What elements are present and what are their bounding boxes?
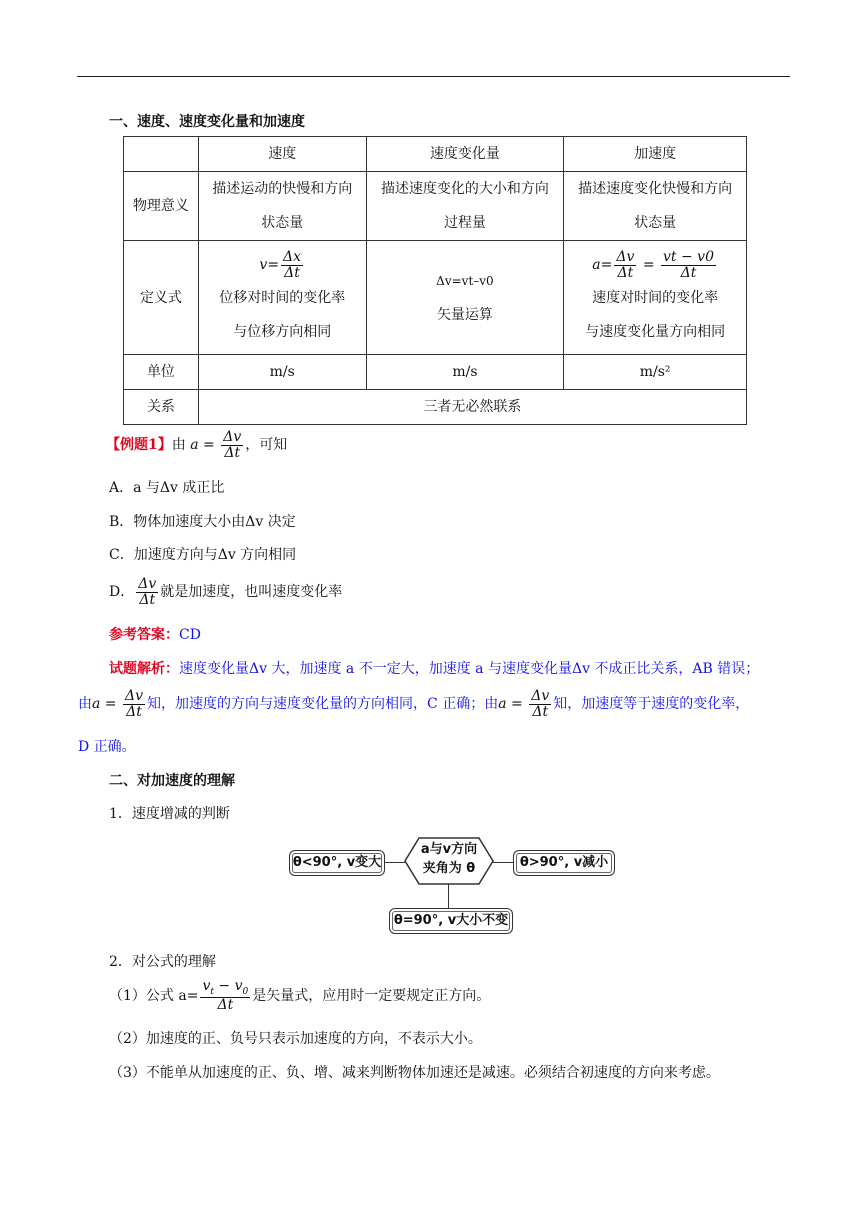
item-2: （2）加速度的正、负号只表示加速度的方向，不表示大小。 <box>109 1031 482 1047</box>
row-label-unit: 单位 <box>124 355 199 390</box>
box-less-than-90: θ<90°, v变大 <box>289 850 385 876</box>
cell-def-dv: Δv=vt–v0 矢量运算 <box>366 241 564 355</box>
table-corner <box>124 137 199 172</box>
option-c: C．加速度方向与Δv 方向相同 <box>109 547 297 563</box>
cell-unit-a: m/s² <box>564 355 747 390</box>
row-label-meaning: 物理意义 <box>124 172 199 241</box>
connector-right <box>493 862 513 863</box>
cell-meaning-dv: 描述速度变化的大小和方向 过程量 <box>366 172 564 241</box>
cell-def-v: v= $\frac{\Delta x}{\Delta t}$ 位移对时间的变化率 与位移方向相同 <box>198 241 366 355</box>
item-3: （3）不能单从加速度的正、负、增、减来判断物体加速还是减速。必须结合初速度的方向来考虑。 <box>109 1065 720 1081</box>
connector-bottom <box>448 884 449 908</box>
box-equal-90: θ=90°, v大小不变 <box>389 908 513 934</box>
row-label-relation: 关系 <box>124 390 199 425</box>
row-label-definition: 定义式 <box>124 241 199 355</box>
option-d: D． $\frac{\Delta v}{\Delta t}$ 就是加速度，也叫速度变化率 <box>109 575 343 608</box>
subsection-2: 2．对公式的理解 <box>109 954 216 970</box>
analysis-line-1: 试题解析：速度变化量Δv 大，加速度 a 不一定大，加速度 a 与速度变化量Δv 不成正比关系，AB 错误； <box>109 661 760 677</box>
hexagon-label: a与v方向 夹角为 θ <box>420 842 478 876</box>
example-stem: 【例题1】由 a = $\frac{\Delta v}{\Delta t}$ ，可知 <box>106 428 288 461</box>
cell-unit-v: m/s <box>198 355 366 390</box>
cell-meaning-v: 描述运动的快慢和方向 状态量 <box>198 172 366 241</box>
comparison-table <box>123 136 747 425</box>
analysis-line-2: 由a = $\frac{\Delta v}{\Delta t}$ 知，加速度的方向与速度变化量的方向相同，C 正确；由a = $\frac{\Delta v}{\Delta t}$ 知，加速度等于速度的变化率， <box>78 687 750 720</box>
answer-line: 参考答案：CD <box>109 627 201 643</box>
subsection-1: 1．速度增减的判断 <box>109 806 230 822</box>
header-rule <box>77 76 790 77</box>
item-1: （1）公式 a= $\frac{v_t - v_0}{\Delta t}$ 是矢量式，应用时一定要规定正方向。 <box>109 978 491 1014</box>
header-velocity-change: 速度变化量 <box>366 137 564 172</box>
section1-title: 一、速度、速度变化量和加速度 <box>109 114 305 130</box>
cell-meaning-a: 描述速度变化快慢和方向 状态量 <box>564 172 747 241</box>
header-velocity: 速度 <box>198 137 366 172</box>
section2-title: 二、对加速度的理解 <box>109 773 235 789</box>
header-acceleration: 加速度 <box>564 137 747 172</box>
option-a: A．a 与Δv 成正比 <box>109 480 225 496</box>
cell-relation: 三者无必然联系 <box>198 390 746 425</box>
cell-def-a: a= $\frac{\Delta v}{\Delta t}$ = $\frac{vt - v0}{\Delta t}$ 速度对时间的变化率 与速度变化量方向相同 <box>564 241 747 355</box>
analysis-line-3: D 正确。 <box>78 739 136 755</box>
connector-left <box>383 862 405 863</box>
option-b: B．物体加速度大小由Δv 决定 <box>109 514 296 530</box>
cell-unit-dv: m/s <box>366 355 564 390</box>
box-greater-than-90: θ>90°, v减小 <box>513 850 615 876</box>
